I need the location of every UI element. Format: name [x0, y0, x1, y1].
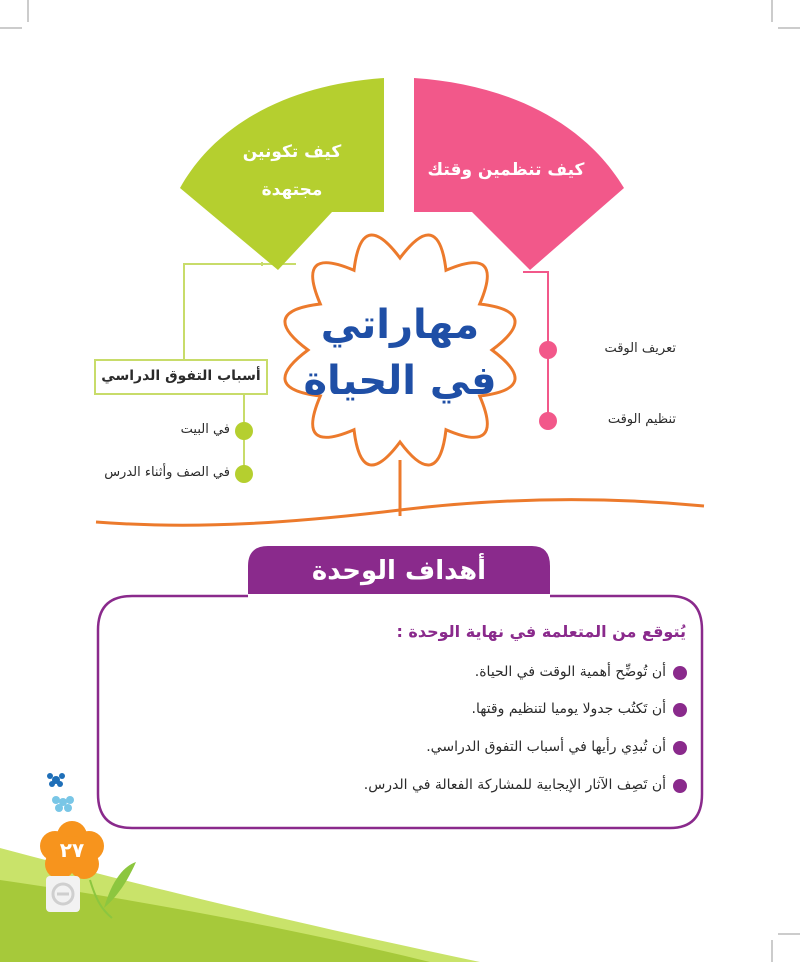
small-light-blue-flower-icon [52, 796, 74, 812]
objective-item: أن تَكتُب جدولا يوميا لتنظيم وقتها. [471, 701, 666, 717]
purple-bullet [673, 741, 687, 755]
small-blue-flower-icon [47, 773, 65, 787]
objectives-heading: أهداف الوحدة [311, 556, 487, 586]
purple-bullet [673, 703, 687, 717]
right-item-organizing: تنظيم الوقت [607, 412, 676, 427]
pink-bullet [539, 341, 557, 359]
left-branch-title-line2: مجتهدة [261, 180, 323, 200]
center-flower [285, 235, 515, 465]
right-item-definition: تعريف الوقت [604, 341, 676, 356]
objectives-intro: يُتوقع من المتعلمة في نهاية الوحدة : [396, 622, 686, 641]
lime-bullet [235, 422, 253, 440]
left-item-home: في البيت [180, 422, 230, 437]
pink-bullet [539, 412, 557, 430]
lime-bullet [235, 465, 253, 483]
center-title-line1: مهاراتي [320, 302, 480, 348]
purple-bullet [673, 779, 687, 793]
left-branch-banner [180, 78, 384, 270]
objective-item: أن تُبدِي رأيها في أسباب التفوق الدراسي. [426, 739, 666, 755]
right-branch-title: كيف تنظمين وقتك [427, 160, 585, 180]
left-item-classroom: في الصف وأثناء الدرس [104, 465, 230, 480]
center-title-line2: في الحياة [303, 358, 497, 404]
objective-item: أن تَصِف الآثار الإيجابية للمشاركة الفعالة في الدرس. [363, 777, 666, 793]
objective-item: أن تُوضِّح أهمية الوقت في الحياة. [474, 664, 666, 680]
purple-bullet [673, 666, 687, 680]
page-number: ٢٧ [59, 838, 85, 862]
publisher-logo [46, 876, 80, 912]
excellence-box-label: أسباب التفوق الدراسي [101, 368, 261, 384]
left-branch-title-line1: كيف تكونين [242, 142, 342, 162]
